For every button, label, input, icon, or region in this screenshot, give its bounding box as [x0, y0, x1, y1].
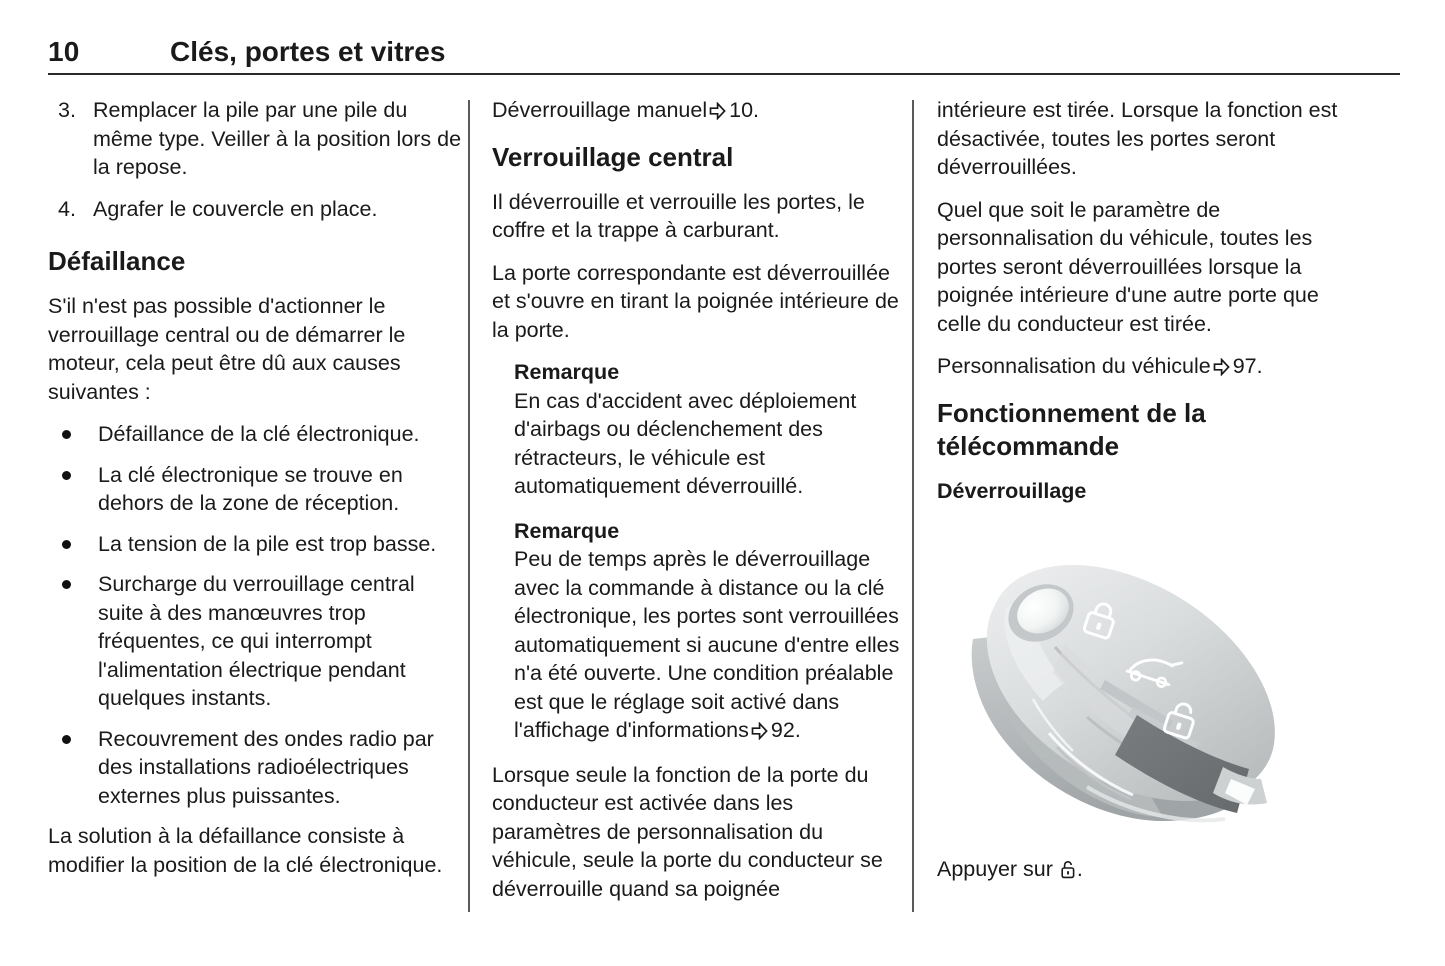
lock-open-icon	[1060, 860, 1076, 879]
bullet-icon	[62, 540, 71, 549]
xref-arrow-icon	[709, 102, 726, 120]
list-item-number: 4.	[58, 196, 76, 221]
list-item	[48, 461, 463, 518]
verrouillage-para-3: Lorsque seule la fonction de la porte du conducteur est activée dans les paramètres de personnalisation du véhicule, seule la porte du conducteur se déverrouille quand sa poignée	[492, 762, 883, 901]
page-title: Clés, portes et vitres	[170, 36, 446, 67]
caption-suffix: .	[1076, 856, 1083, 881]
note-title: Remarque	[514, 518, 620, 543]
xref-arrow-icon	[751, 722, 768, 740]
bullet-icon	[62, 430, 71, 439]
list-item	[48, 96, 463, 182]
xref-label: Déverrouillage manuel	[492, 98, 708, 122]
xref-page: 97.	[1232, 354, 1263, 378]
personnalisation-para-1: intérieure est tirée. Lorsque la fonction est désactivée, toutes les portes seront déverrouillées.	[937, 98, 1338, 179]
xref-page: 10.	[729, 98, 760, 122]
header-rule	[48, 73, 1400, 75]
note-block-1	[492, 358, 907, 501]
note-body-text: Peu de temps après le déverrouillage avec la commande à distance ou la clé électronique, les portes sont verrouillées automatiquement si aucune d'entre elles n'a été ouverte. Une condition préalable est que le réglage soit activé dans l'affichage d'informations	[514, 547, 900, 742]
list-item	[48, 420, 463, 449]
column-divider-1	[468, 100, 470, 912]
column-3	[937, 96, 1352, 883]
subsection-heading-deverrouillage: Déverrouillage	[937, 478, 1087, 503]
caption-prefix: Appuyer sur	[937, 856, 1053, 881]
list-item-text: Surcharge du verrouillage central suite à des manœuvres trop fréquentes, ce qui interrompt l'alimentation électrique pendant quelques instants.	[98, 572, 415, 710]
page-number: 10	[48, 36, 80, 67]
list-item-text: Défaillance de la clé électronique.	[98, 422, 420, 446]
causes-bullet-list	[48, 420, 463, 810]
list-item	[48, 570, 463, 713]
list-item	[48, 530, 463, 559]
note-block-2	[492, 517, 907, 745]
section-heading-telecommande: Fonctionnement de la télécommande	[937, 397, 1206, 461]
list-item	[48, 725, 463, 811]
page-header	[48, 34, 1400, 80]
personnalisation-para-2: Quel que soit le paramètre de personnalisation du véhicule, toutes les portes seront déverrouillées lorsque la poignée intérieure d'une autre porte que celle du conducteur est tirée.	[937, 197, 1319, 336]
bullet-icon	[62, 735, 71, 744]
bullet-icon	[62, 471, 71, 480]
xref-personnalisation	[937, 352, 1352, 381]
column-divider-2	[912, 100, 914, 912]
xref-arrow-icon	[1213, 358, 1230, 376]
column-1	[48, 96, 463, 893]
list-item-number: 3.	[58, 98, 76, 122]
xref-deverrouillage-manuel	[492, 96, 907, 125]
list-item-text: La tension de la pile est trop basse.	[98, 531, 437, 556]
note-body	[514, 545, 907, 745]
verrouillage-para-1: Il déverrouille et verrouille les portes, le coffre et la trappe à carburant.	[492, 189, 865, 242]
list-item-text: Agrafer le couvercle en place.	[93, 196, 378, 221]
figure-caption	[937, 855, 1352, 884]
numbered-list	[48, 96, 463, 223]
xref-label: Personnalisation du véhicule	[937, 354, 1211, 378]
list-item-text: Remplacer la pile par une pile du même type. Veiller à la position lors de la repose.	[93, 98, 462, 179]
verrouillage-para-2: La porte correspondante est déverrouillée et s'ouvre en tirant la poignée intérieure de la porte.	[492, 260, 899, 342]
defaillance-intro: S'il n'est pas possible d'actionner le verrouillage central ou de démarrer le moteur, cela peut être dû aux causes suivantes :	[48, 294, 406, 404]
xref-page: 92.	[770, 718, 801, 742]
column-2	[492, 96, 907, 917]
note-title: Remarque	[514, 360, 620, 384]
list-item	[48, 195, 463, 224]
key-fob-illustration	[937, 521, 1352, 841]
note-body: En cas d'accident avec déploiement d'airbags ou déclenchement des rétracteurs, le véhicule est automatiquement déverrouillé.	[514, 388, 857, 498]
section-heading-defaillance: Défaillance	[48, 246, 186, 276]
bullet-icon	[62, 580, 71, 589]
list-item-text: La clé électronique se trouve en dehors de la zone de réception.	[98, 462, 403, 515]
defaillance-closing: La solution à la défaillance consiste à modifier la position de la clé électronique.	[48, 824, 443, 877]
list-item-text: Recouvrement des ondes radio par des installations radioélectriques externes plus puissantes.	[98, 726, 434, 808]
section-heading-verrouillage-central: Verrouillage central	[492, 141, 734, 172]
